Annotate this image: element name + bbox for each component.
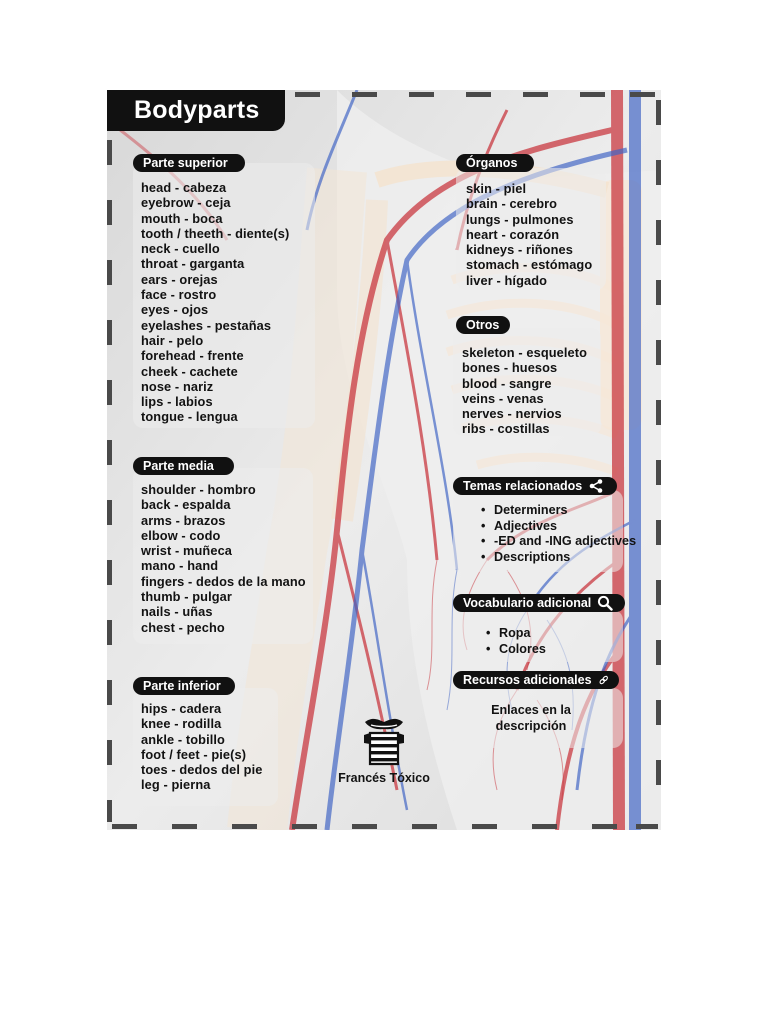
link-icon — [598, 672, 609, 688]
list-item: face - rostro — [141, 287, 217, 303]
list-item: fingers - dedos de la mano — [141, 573, 306, 589]
list-item: skeleton - esqueleto — [462, 345, 588, 360]
list-item: foot / feet - pie(s) — [141, 746, 247, 762]
section-label-parte-inferior — [133, 677, 235, 695]
list-item: kidneys - riñones — [466, 242, 573, 258]
list-item: ankle - tobillo — [141, 731, 225, 747]
list-temas-relacionados — [481, 503, 636, 565]
list-vocabulario-adicional — [486, 626, 546, 657]
list-item: lungs - pulmones — [466, 211, 574, 227]
section-title: Parte media — [143, 459, 214, 473]
list-parte-superior — [141, 180, 289, 425]
section-title: Órganos — [466, 156, 518, 170]
list-item: • Descriptions — [481, 550, 636, 566]
list-item: hair - pelo — [141, 332, 204, 348]
list-item: tooth / theeth - diente(s) — [141, 225, 290, 241]
search-icon — [597, 595, 613, 611]
brand-name: Francés Tóxico — [338, 771, 430, 785]
list-item: • Colores — [486, 642, 546, 658]
list-item: • Adjectives — [481, 519, 636, 535]
list-item: head - cabeza — [141, 180, 227, 195]
list-item: • -ED and -ING adjectives — [481, 534, 636, 550]
list-item: stomach - estómago — [466, 257, 593, 273]
section-label-recursos-adicionales — [453, 671, 619, 689]
list-item: chest - pecho — [141, 619, 225, 635]
list-organos — [466, 181, 592, 288]
list-item: leg - pierna — [141, 777, 211, 793]
list-item: skin - piel — [466, 181, 527, 196]
list-item: wrist - muñeca — [141, 543, 233, 559]
section-label-parte-media — [133, 457, 234, 475]
list-item: eyebrow - ceja — [141, 195, 231, 211]
section-title: Temas relacionados — [463, 479, 583, 493]
list-item: bones - huesos — [462, 360, 558, 376]
list-item: elbow - codo — [141, 527, 221, 543]
list-item: hips - cadera — [141, 701, 222, 716]
section-title: Parte inferior — [143, 679, 221, 693]
list-parte-inferior — [141, 701, 262, 793]
list-item: throat - garganta — [141, 256, 245, 272]
resources-text: Enlaces en la descripción — [491, 703, 571, 733]
list-item: nose - nariz — [141, 378, 214, 394]
section-label-parte-superior — [133, 154, 245, 172]
list-item: heart - corazón — [466, 226, 560, 242]
section-title: Vocabulario adicional — [463, 596, 592, 610]
list-item: tongue - lengua — [141, 409, 238, 425]
list-item: shoulder - hombro — [141, 482, 256, 497]
section-title: Parte superior — [143, 156, 228, 170]
list-item: mano - hand — [141, 558, 219, 574]
list-item: eyes - ojos — [141, 302, 209, 318]
list-otros — [462, 345, 587, 437]
list-item: • Ropa — [486, 626, 546, 642]
list-item: toes - dedos del pie — [141, 762, 263, 778]
page-title: Bodyparts — [107, 90, 285, 131]
list-item: cheek - cachete — [141, 363, 238, 379]
list-parte-media — [141, 482, 306, 635]
list-item: blood - sangre — [462, 375, 552, 391]
section-label-organos — [456, 154, 534, 172]
list-item: forehead - frente — [141, 348, 244, 364]
share-icon — [588, 478, 604, 494]
list-item: knee - rodilla — [141, 716, 222, 732]
list-item: liver - hígado — [466, 272, 548, 288]
list-item: mouth - boca — [141, 210, 223, 226]
list-item: nails - uñas — [141, 604, 213, 620]
list-item: neck - cuello — [141, 241, 220, 257]
list-item: lips - labios — [141, 394, 213, 410]
section-label-vocabulario-adicional — [453, 594, 625, 612]
list-item: veins - venas — [462, 390, 544, 406]
list-item: brain - cerebro — [466, 196, 558, 212]
section-label-otros — [456, 316, 510, 334]
section-label-temas-relacionados — [453, 477, 617, 495]
striped-shirt-lips-icon — [361, 716, 407, 768]
section-title: Recursos adicionales — [463, 673, 592, 687]
list-item: • Determiners — [481, 503, 636, 519]
list-item: thumb - pulgar — [141, 589, 232, 605]
list-item: ribs - costillas — [462, 421, 550, 437]
list-item: ears - orejas — [141, 271, 218, 287]
list-item: arms - brazos — [141, 512, 226, 528]
list-item: eyelashes - pestañas — [141, 317, 272, 333]
list-item: nerves - nervios — [462, 406, 562, 422]
list-item: back - espalda — [141, 497, 231, 513]
section-title: Otros — [466, 318, 500, 332]
